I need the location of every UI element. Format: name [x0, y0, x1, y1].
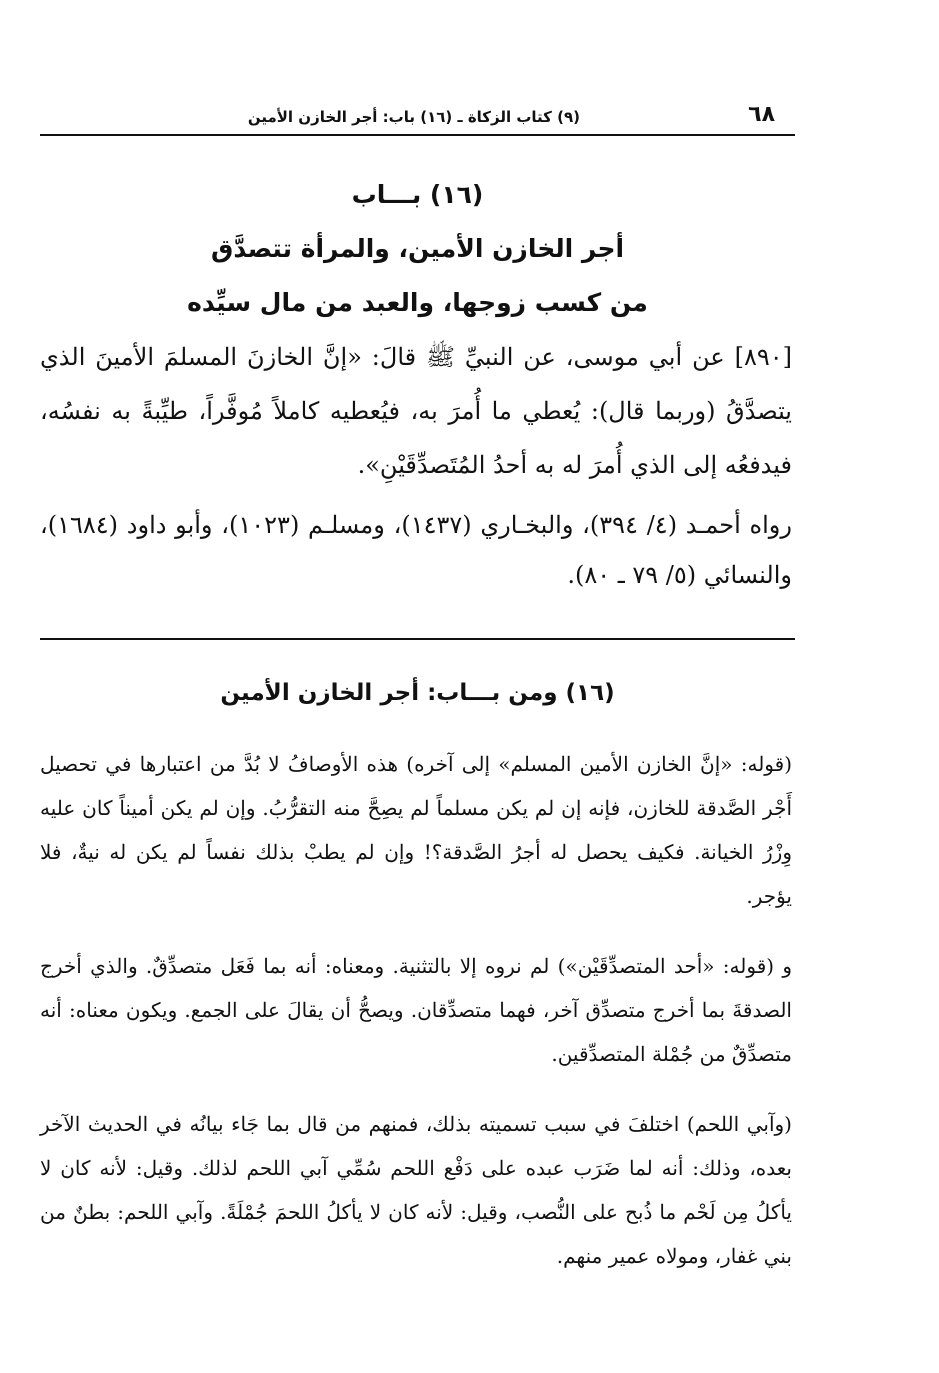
- running-header: [40, 96, 795, 136]
- commentary-paragraph-3: (وآبي اللحم) اختلفَ في سبب تسميته بذلك، فمنهم من قال بما جَاء بيانُه في الحديث الآخر بعده، وذلك: أنه لما ضَرَب عبده على دَفْع اللحم سُمِّي آبي اللحم لذلك. وقيل: لأنه كان لا يأكلُ مِن لَحْم ما ذُبح على النُّصب، وقيل: لأنه كان لا يأكلُ اللحمَ جُمْلَةً. وآبي اللحم: بطنٌ من بني غفار، ومولاه عمير منهم.: [40, 1112, 792, 1268]
- hadith-number: [٨٩٠]: [734, 343, 793, 371]
- running-header-title: (٩) كتاب الزكاة ـ (١٦) باب: أجر الخازن الأمين: [247, 108, 580, 126]
- header-divider: [40, 134, 795, 136]
- chapter-number-line: (١٦) بـــاب: [351, 180, 484, 209]
- chapter-heading: [40, 168, 795, 330]
- section-divider: [40, 638, 795, 640]
- commentary-paragraph-1: (قوله: «إنَّ الخازن الأمين المسلم» إلى آخره) هذه الأوصافُ لا بُدَّ من اعتبارها في تحصيل أَجْر الصَّدقة للخازن، فإنه إن لم يكن مسلماً لم يصِحَّ منه التقرُّبُ. وإن لم يكن أميناً كان عليه وِزْرُ الخيانة. فكيف يحصل له أجرُ الصَّدقة؟! وإن لم يطبْ بذلك نفساً لم يكن له نيةٌ، فلا يؤجر.: [40, 752, 792, 908]
- hadith-block: [40, 330, 792, 492]
- hadith-text: عن أبي موسى، عن النبيِّ ﷺ قالَ: «إنَّ الخازنَ المسلمَ الأمينَ الذي يتصدَّقُ (وربما قال): يُعطي ما أُمرَ به، فيُعطيه كاملاً مُوفَّراً، طيِّبةً به نفسُه، فيدفعُه إلى الذي أُمرَ له به أحدُ المُتَصدِّقَيْنِ».: [40, 343, 792, 479]
- commentary-block: [40, 742, 792, 1304]
- takhrij-block: [40, 500, 792, 600]
- page-number: ٦٨: [748, 102, 775, 127]
- hadith-paragraph: [40, 330, 792, 492]
- chapter-title-line-1: أجر الخازن الأمين، والمرأة تتصدَّق: [210, 234, 625, 263]
- commentary-heading: (١٦) ومن بـــاب: أجر الخازن الأمين: [220, 680, 615, 706]
- chapter-title-line-2: من كسب زوجها، والعبد من مال سيِّده: [187, 288, 648, 317]
- commentary-paragraph-2: و (قوله: «أحد المتصدِّقَيْن») لم نروه إلا بالتثنية. ومعناه: أنه بما فَعَل متصدِّقٌ. والذي أخرج الصدقةَ بما أخرج متصدِّق آخر، فهما متصدِّقان. ويصحُّ أن يقالَ على الجمع. ويكون معناه: أنه متصدِّقٌ من جُمْلة المتصدِّقين.: [40, 954, 792, 1066]
- takhrij-text: رواه أحمـد (٤/ ٣٩٤)، والبخـاري (١٤٣٧)، ومسلـم (١٠٢٣)، وأبو داود (١٦٨٤)، والنسائي (٥/ ٧٩ ـ ٨٠).: [40, 511, 792, 589]
